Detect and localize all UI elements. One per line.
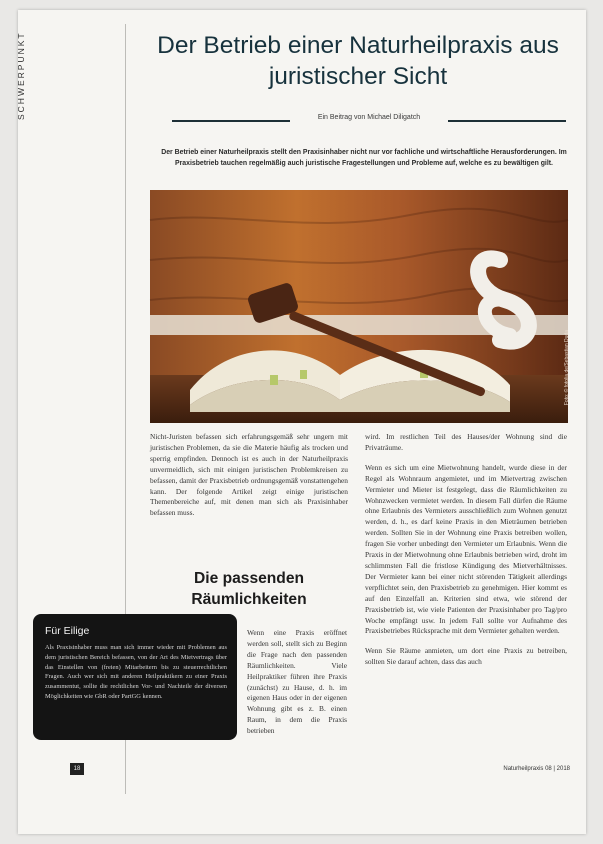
byline-rule-left [172,120,290,122]
byline-rule-right [448,120,566,122]
byline: Ein Beitrag von Michael Diligatch [317,114,421,121]
article-photo [150,190,568,423]
magazine-page [18,10,586,834]
footer-issue: Naturheilpraxis 08 | 2018 [503,766,570,772]
intro-text: Nicht-Juristen befassen sich erfahrungsgemäß sehr ungern mit juristischen Problemen, da sie die Materie häufig als trocken und sperrig empfinden. Dennoch ist es auch in der Naturheilpraxis unvermeidlich, sich mit einigen juristischen Problemkreisen zu befassen, damit der Praxisbetrieb ordnungsgemäß vonstattengehen kann. Der folgende Artikel zeigt einige juristischen Themenbereiche auf, mit denen man sich als Praxisinhaber befassen muss. [150,432,348,518]
paragraph: Wenn es sich um eine Mietwohnung handelt, wurde diese in der Regel als Wohnraum angemietet, und im Mietvertrag zwischen Vermieter und Mieter ist festgelegt, dass die Räumlichkeiten zu Wohnzwecken vermietet werden. In diesem Fall dürfen die Räume ohne Erlaubnis des Vermieters ausschließlich zum Wohnen genutzt werden, d. h., es darf keine Praxis in den Mieträumen betrieben werden. Sollten Sie in der Wohnung eine Praxis betreiben wollen, fragen Sie vorher unbedingt den Vermieter um Erlaubnis. Wenn die Praxis in der Mietwohnung ohne Erlaubnis betrieben wird, droht im schlimmsten Fall die fristlose Kündigung des Mietverhältnisses. Der Vermieter kann bei einer nicht störenden Tätigkeit allerdings verpflichtet sein, den Praxisbetrieb zu genehmigen. Hier kommt es auf den Einzelfall an. Kriterien sind etwa, wie störend der Praxisbetrieb ist, wie viele Patienten der Praxisinhaber pro Tag/pro Woche empfängt usw. In jedem Fall sollte vor Aufnahme des Praxisbetriebes Rücksprache mit dem Vermieter gehalten werden. [365,462,567,636]
page-number: 18 [70,763,84,775]
right-column [365,432,567,677]
subheading: Die passenden Räumlichkeiten [191,570,307,608]
summary-box [33,614,237,740]
lead-paragraph: Der Betrieb einer Naturheilpraxis stellt den Praxisinhaber nicht nur vor fachliche und wirtschaftliche Herausforderungen. Im Praxisbetrieb tauchen regelmäßig auch juristische Fragestellungen und Probleme auf, welche es zu bewältigen gilt. [161,149,567,168]
paragraph: wird. Im restlichen Teil des Hauses/der Wohnung sind die Privaträume. [365,432,567,452]
page-title: Der Betrieb einer Naturheilpraxis aus juristischer Sicht [157,32,559,90]
paragraph: Wenn Sie Räume anmieten, um dort eine Praxis zu betreiben, sollten Sie darauf achten, dass das auch [365,646,567,667]
summary-box-text: Als Praxisinhaber muss man sich immer wieder mit Problemen aus dem juristischen Bereich befassen, von der Art des Mietvertrags über das Einstellen von (freien) Mitarbeitern bis zu steuerrechtlichen Fragen. Auch wer sich mit anderen Heilpraktikern zu einer Praxis zusammentut, sollte die rechtlichen Vor- und Nachteile der diversen Möglichkeiten wie GbR oder PartGG kennen. [45,644,227,700]
section-label: SCHWERPUNKT [16,31,26,120]
column-text: Wenn eine Praxis eröffnet werden soll, stellt sich zu Beginn die Frage nach den passenden Räumlichkeiten. Viele Heilpraktiker führen ihre Praxis (zunächst) zu Hause, d. h. im eigenen Haus oder in der eigenen Wohnung gibt es z. B. einen Raum, in dem die Praxis betrieben [247,628,347,736]
photo-credit: Foto: © fotolia.de/Sebastian Duda [564,330,570,406]
summary-box-title: Für Eilige [45,625,90,637]
gavel-paragraph-illustration [150,190,568,423]
byline-row [172,114,566,126]
